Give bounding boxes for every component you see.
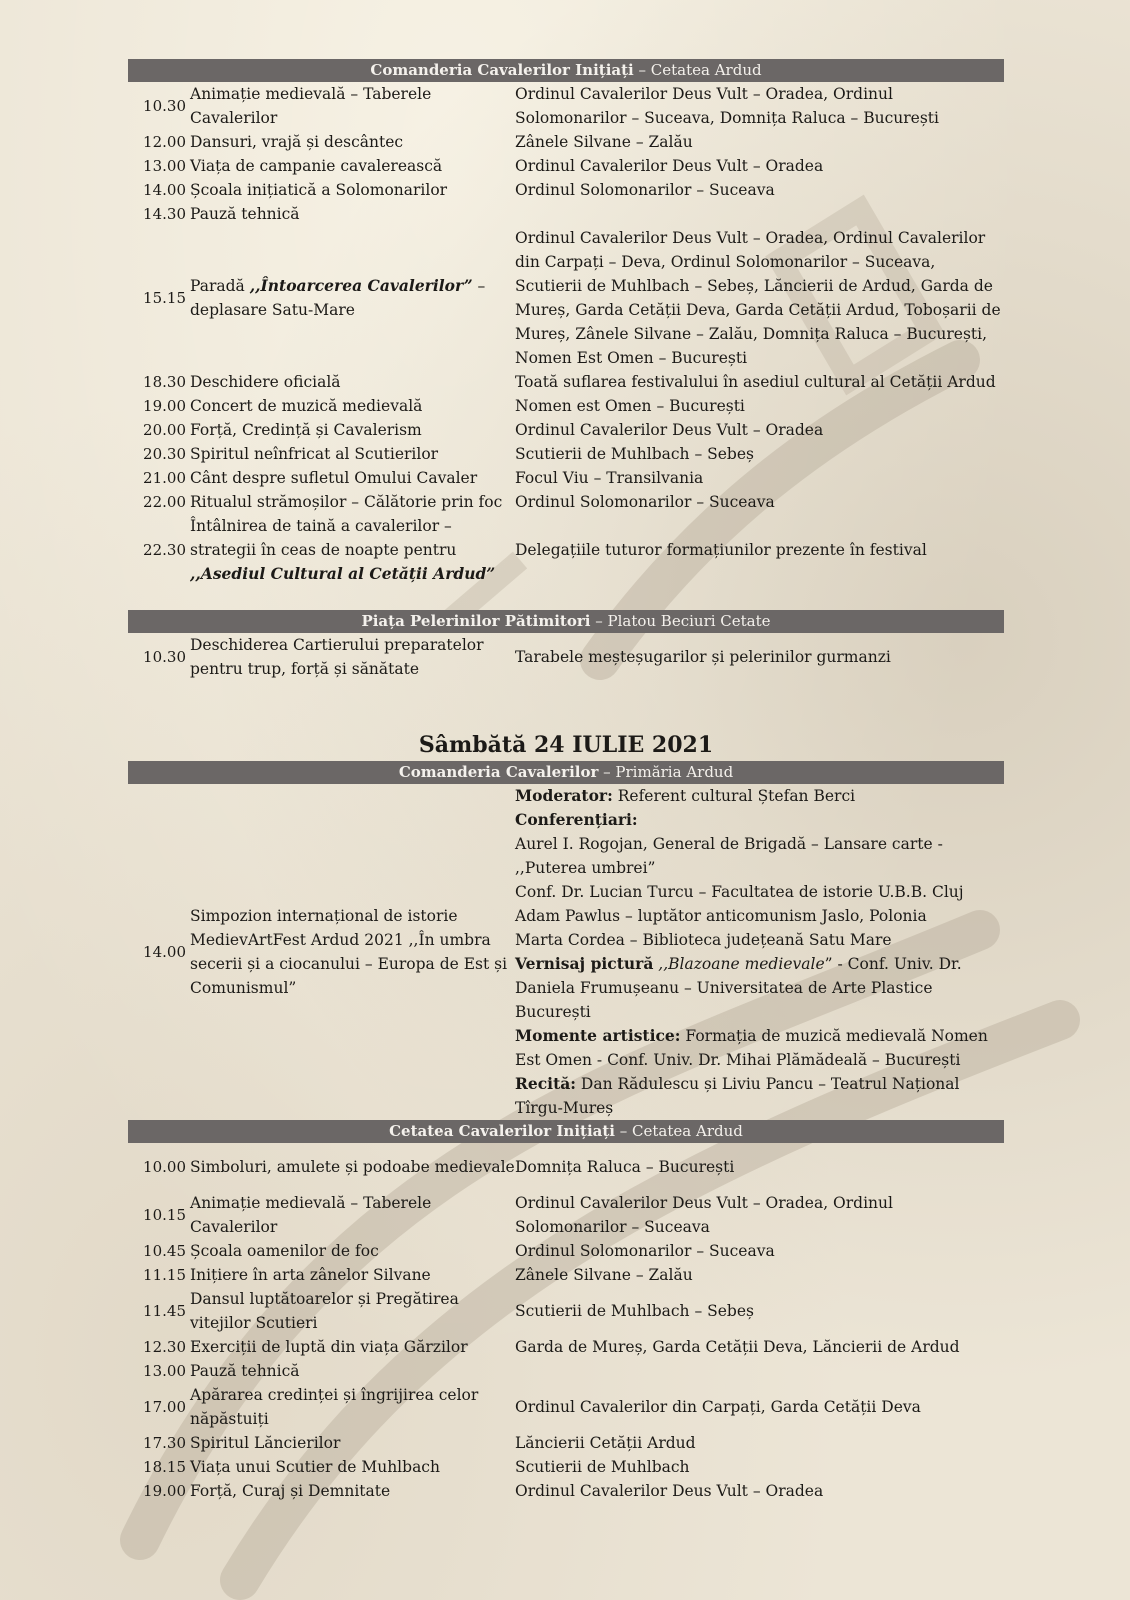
- schedule-row: 18.30 Deschidere oficială Toată suflarea festivalului în asediul cultural al Cetății Ardud: [143, 373, 996, 391]
- schedule-row: 14.00 Școala inițiatică a Solomonarilor Ordinul Solomonarilor – Suceava: [143, 181, 775, 199]
- section-header-comanderia-initiati: Comanderia Cavalerilor Inițiați – Cetatea Ardud: [128, 59, 1004, 82]
- schedule-row: 22.00 Ritualul strămoșilor – Călătorie prin foc Ordinul Solomonarilor – Suceava: [143, 493, 775, 511]
- schedule-row: 11.45 Dansul luptătoarelor și Pregătirea vitejilor Scutieri Scutierii de Muhlbach – Sebeș: [143, 1290, 754, 1332]
- section-header-piata-pelerinilor: Piața Pelerinilor Pătimitori – Platou Beciuri Cetate: [128, 610, 1004, 633]
- schedule-row: 12.30 Exerciții de luptă din viața Gărzilor Garda de Mureș, Garda Cetății Deva, Lăncierii de Ardud: [143, 1338, 960, 1356]
- symposium-details: Moderator: Referent cultural Ștefan Berci Conferențiari: Aurel I. Rogojan, General de Brigadă – Lansare carte - ,,Puterea umbrei” Conf. Dr. Lucian Turcu – Facultatea de istorie U.B.B. Cluj Adam Pawlus – luptător anticomunism Jaslo, Polonia Marta Cordea – Biblioteca județeană Satu Mare Vernisaj pictură ,,Blazoane medievale” - Conf. Univ. Dr. Daniela Frumușeanu – Universitatea de Arte Plastice București Momente artistice: Formația de muzică medievală Nomen Est Omen - Conf. Univ. Dr. Mihai Plămădeală – București Recită: Dan Rădulescu și Liviu Pancu – Teatrul Național Tîrgu-Mureș: [515, 786, 988, 1117]
- schedule-row: 14.30 Pauză tehnică: [143, 205, 300, 223]
- schedule-row: 22.30 Întâlnirea de taină a cavalerilor – strategii în ceas de noapte pentru ,,Asediul Cultural al Cetății Ardud” Delegațiile tuturor formațiunilor prezente în festival: [143, 517, 927, 583]
- schedule-row: 10.30 Animație medievală – Taberele Cavalerilor Ordinul Cavalerilor Deus Vult – Oradea, Ordinul Solomonarilor – Suceava, Domnița Raluca – București: [143, 85, 939, 127]
- schedule-row: 19.00 Concert de muzică medievală Nomen est Omen – București: [143, 397, 745, 415]
- schedule-row: 10.45 Școala oamenilor de foc Ordinul Solomonarilor – Suceava: [143, 1242, 775, 1260]
- schedule-row: 20.00 Forță, Credință și Cavalerism Ordinul Cavalerilor Deus Vult – Oradea: [143, 421, 824, 439]
- schedule-row: 11.15 Inițiere în arta zânelor Silvane Zânele Silvane – Zalău: [143, 1266, 693, 1284]
- schedule-row: 19.00 Forță, Curaj și Demnitate Ordinul Cavalerilor Deus Vult – Oradea: [143, 1482, 824, 1500]
- schedule-row: 17.00 Apărarea credinței și îngrijirea celor năpăstuiți Ordinul Cavalerilor din Carpați, Garda Cetății Deva: [143, 1386, 921, 1428]
- schedule-row: 20.30 Spiritul neînfricat al Scutierilor Scutierii de Muhlbach – Sebeș: [143, 445, 754, 463]
- schedule-row: 12.00 Dansuri, vrajă și descântec Zânele Silvane – Zalău: [143, 133, 693, 151]
- schedule-row: 10.30 Deschiderea Cartierului preparatelor pentru trup, forță și sănătate Tarabele meșteșugarilor și pelerinilor gurmanzi: [143, 636, 891, 678]
- schedule-row: 18.15 Viața unui Scutier de Muhlbach Scutierii de Muhlbach: [143, 1458, 690, 1476]
- schedule-row: 15.15 Paradă ,,Întoarcerea Cavalerilor” – deplasare Satu-Mare Ordinul Cavalerilor Deus Vult – Oradea, Ordinul Cavalerilor din Carpați – Deva, Ordinul Solomonarilor – Suceava, Scutierii de Muhlbach – Sebeș, Lăncierii de Ardud, Garda de Mureș, Garda Cetății Deva, Garda Cetății Ardud, Toboșarii de Mureș, Zânele Silvane – Zalău, Domnița Raluca – București, Nomen Est Omen – București: [143, 229, 1001, 367]
- schedule-row: 17.30 Spiritul Lăncierilor Lăncierii Cetății Ardud: [143, 1434, 696, 1452]
- schedule-row: 21.00 Cânt despre sufletul Omului Cavaler Focul Viu – Transilvania: [143, 469, 704, 487]
- symposium-row: 14.00 Simpozion internațional de istorie MedievArtFest Ardud 2021 ,,În umbra secerii și a ciocanului – Europa de Est și Comunismul” Moderator: Referent cultural Ștefan Berci Conferențiari: Aurel I. Rogojan, General de Brigadă – Lansare carte - ,,Puterea umbrei” Conf. Dr. Lucian Turcu – Facultatea de istorie U.B.B. Cluj Adam Pawlus – luptător anticomunism Jaslo, Polonia Marta Cordea – Biblioteca județeană Satu Mare Vernisaj pictură ,,Blazoane medievale” - Conf. Univ. Dr. Daniela Frumușeanu – Universitatea de Arte Plastice București Momente artistice: Formația de muzică medievală Nomen Est Omen - Conf. Univ. Dr. Mihai Plămădeală – București Recită: Dan Rădulescu și Liviu Pancu – Teatrul Național Tîrgu-Mureș: [128, 784, 1004, 1120]
- schedule-row: 10.15 Animație medievală – Taberele Cavalerilor Ordinul Cavalerilor Deus Vult – Oradea, Ordinul Solomonarilor – Suceava: [143, 1194, 893, 1236]
- day-title: Sâmbătă 24 IULIE 2021: [418, 732, 714, 758]
- schedule-row: 13.00 Pauză tehnică: [143, 1362, 300, 1380]
- schedule-row: 10.00 Simboluri, amulete și podoabe medievale Domnița Raluca – București: [143, 1158, 735, 1176]
- section-header-cetatea-initiati: Cetatea Cavalerilor Inițiați – Cetatea Ardud: [128, 1120, 1004, 1143]
- schedule-row: 13.00 Viața de campanie cavalerească Ordinul Cavalerilor Deus Vult – Oradea: [143, 157, 824, 175]
- section-header-comanderia-primaria: Comanderia Cavalerilor – Primăria Ardud: [128, 761, 1004, 784]
- program-document: [128, 59, 1004, 1503]
